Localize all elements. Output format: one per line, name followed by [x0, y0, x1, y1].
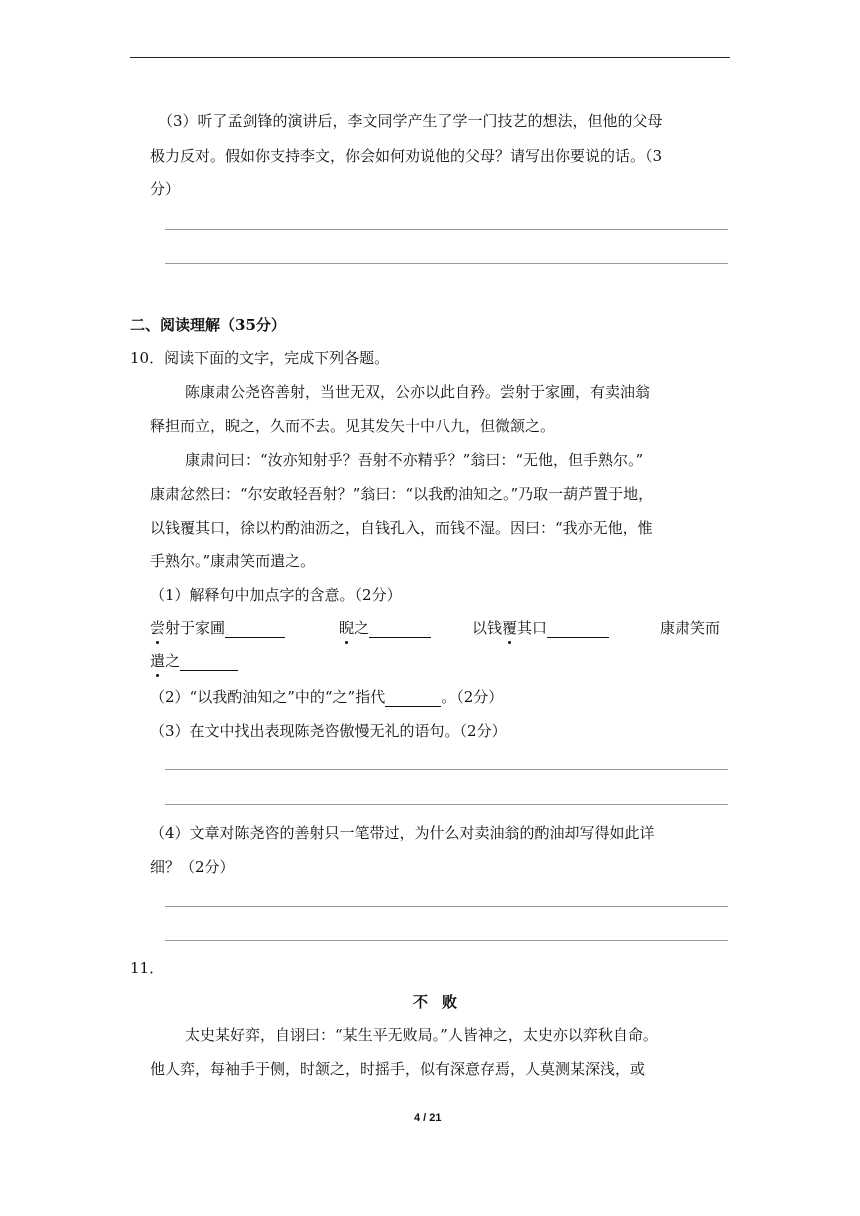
term-item-4: 康肃笑而	[660, 619, 721, 637]
answer-blank[interactable]	[385, 690, 441, 707]
passage-text: 康肃问曰：“汝亦知射乎？吾射不亦精乎？”翁曰：“无他，但手熟尔。”	[185, 451, 644, 469]
passage-text: 以钱覆其口，徐以杓酌油沥之，自钱孔入，而钱不湿。因曰：“我亦无他，惟	[150, 519, 653, 537]
term-item-1	[150, 617, 285, 638]
subquestion-2-score: 。（2分）	[441, 688, 504, 706]
subquestion-4-line2: 细？（2分）	[150, 858, 235, 876]
term-text: 以钱	[472, 619, 503, 637]
passage-title: 不败	[413, 993, 472, 1011]
term-item-4-cont	[150, 650, 238, 671]
subquestion-3: （3）在文中找出表现陈尧咨傲慢无礼的语句。（2分）	[150, 722, 507, 740]
q11-number: 11．	[130, 959, 165, 977]
answer-line[interactable]	[165, 804, 728, 805]
term-item-3	[472, 617, 609, 638]
answer-blank[interactable]	[547, 621, 609, 638]
header-rule	[130, 57, 730, 58]
term-item-2	[339, 617, 431, 638]
passage-text: 手熟尔。”康肃笑而遣之。	[150, 552, 316, 570]
page-number: 4 / 21	[414, 1112, 442, 1124]
subquestion-2-text: （2）“以我酌油知之”中的“之”指代	[150, 688, 386, 706]
passage-text: 释担而立，睨之，久而不去。见其发矢十中八九，但微颔之。	[150, 417, 556, 435]
passage-text: 太史某好弈，自诩曰：“某生平无败局。”人皆神之，太史亦以弈秋自命。	[185, 1026, 658, 1044]
dotted-char: 覆	[502, 619, 518, 637]
q3-prev-line3: 分）	[150, 180, 181, 198]
dotted-char: 遣	[150, 652, 166, 670]
answer-line[interactable]	[165, 940, 728, 941]
answer-line[interactable]	[165, 769, 728, 770]
passage-text: 他人弈，每袖手于侧，时颔之，时摇手，似有深意存焉，人莫测某深浅，或	[150, 1060, 646, 1078]
q10-intro: 10．阅读下面的文字，完成下列各题。	[130, 349, 390, 367]
section-heading: 二、阅读理解（35分）	[130, 316, 286, 334]
subquestion-1: （1）解释句中加点字的含意。（2分）	[150, 586, 402, 604]
answer-line[interactable]	[165, 229, 728, 230]
dotted-char: 睨	[339, 619, 355, 637]
term-text: 其口	[517, 619, 548, 637]
term-text: 射于家圃	[165, 619, 226, 637]
passage-text: 陈康肃公尧咨善射，当世无双，公亦以此自矜。尝射于家圃，有卖油翁	[185, 383, 651, 401]
answer-line[interactable]	[165, 263, 728, 264]
dotted-char: 尝	[150, 619, 166, 637]
subquestion-2	[150, 686, 503, 707]
term-text: 之	[165, 652, 181, 670]
answer-blank[interactable]	[225, 621, 285, 638]
term-text: 之	[354, 619, 370, 637]
passage-text: 康肃忿然曰：“尔安敢轻吾射？”翁曰：“以我酌油知之。”乃取一葫芦置于地，	[150, 485, 654, 503]
q3-prev-line2: 极力反对。假如你支持李文，你会如何劝说他的父母？请写出你要说的话。（3	[150, 147, 663, 165]
answer-line[interactable]	[165, 906, 728, 907]
answer-blank[interactable]	[180, 654, 238, 671]
q3-prev-line1: （3）听了孟剑锋的演讲后，李文同学产生了学一门技艺的想法，但他的父母	[158, 112, 663, 130]
answer-blank[interactable]	[369, 621, 431, 638]
subquestion-4-line1: （4）文章对陈尧咨的善射只一笔带过，为什么对卖油翁的酌油却写得如此详	[150, 824, 655, 842]
